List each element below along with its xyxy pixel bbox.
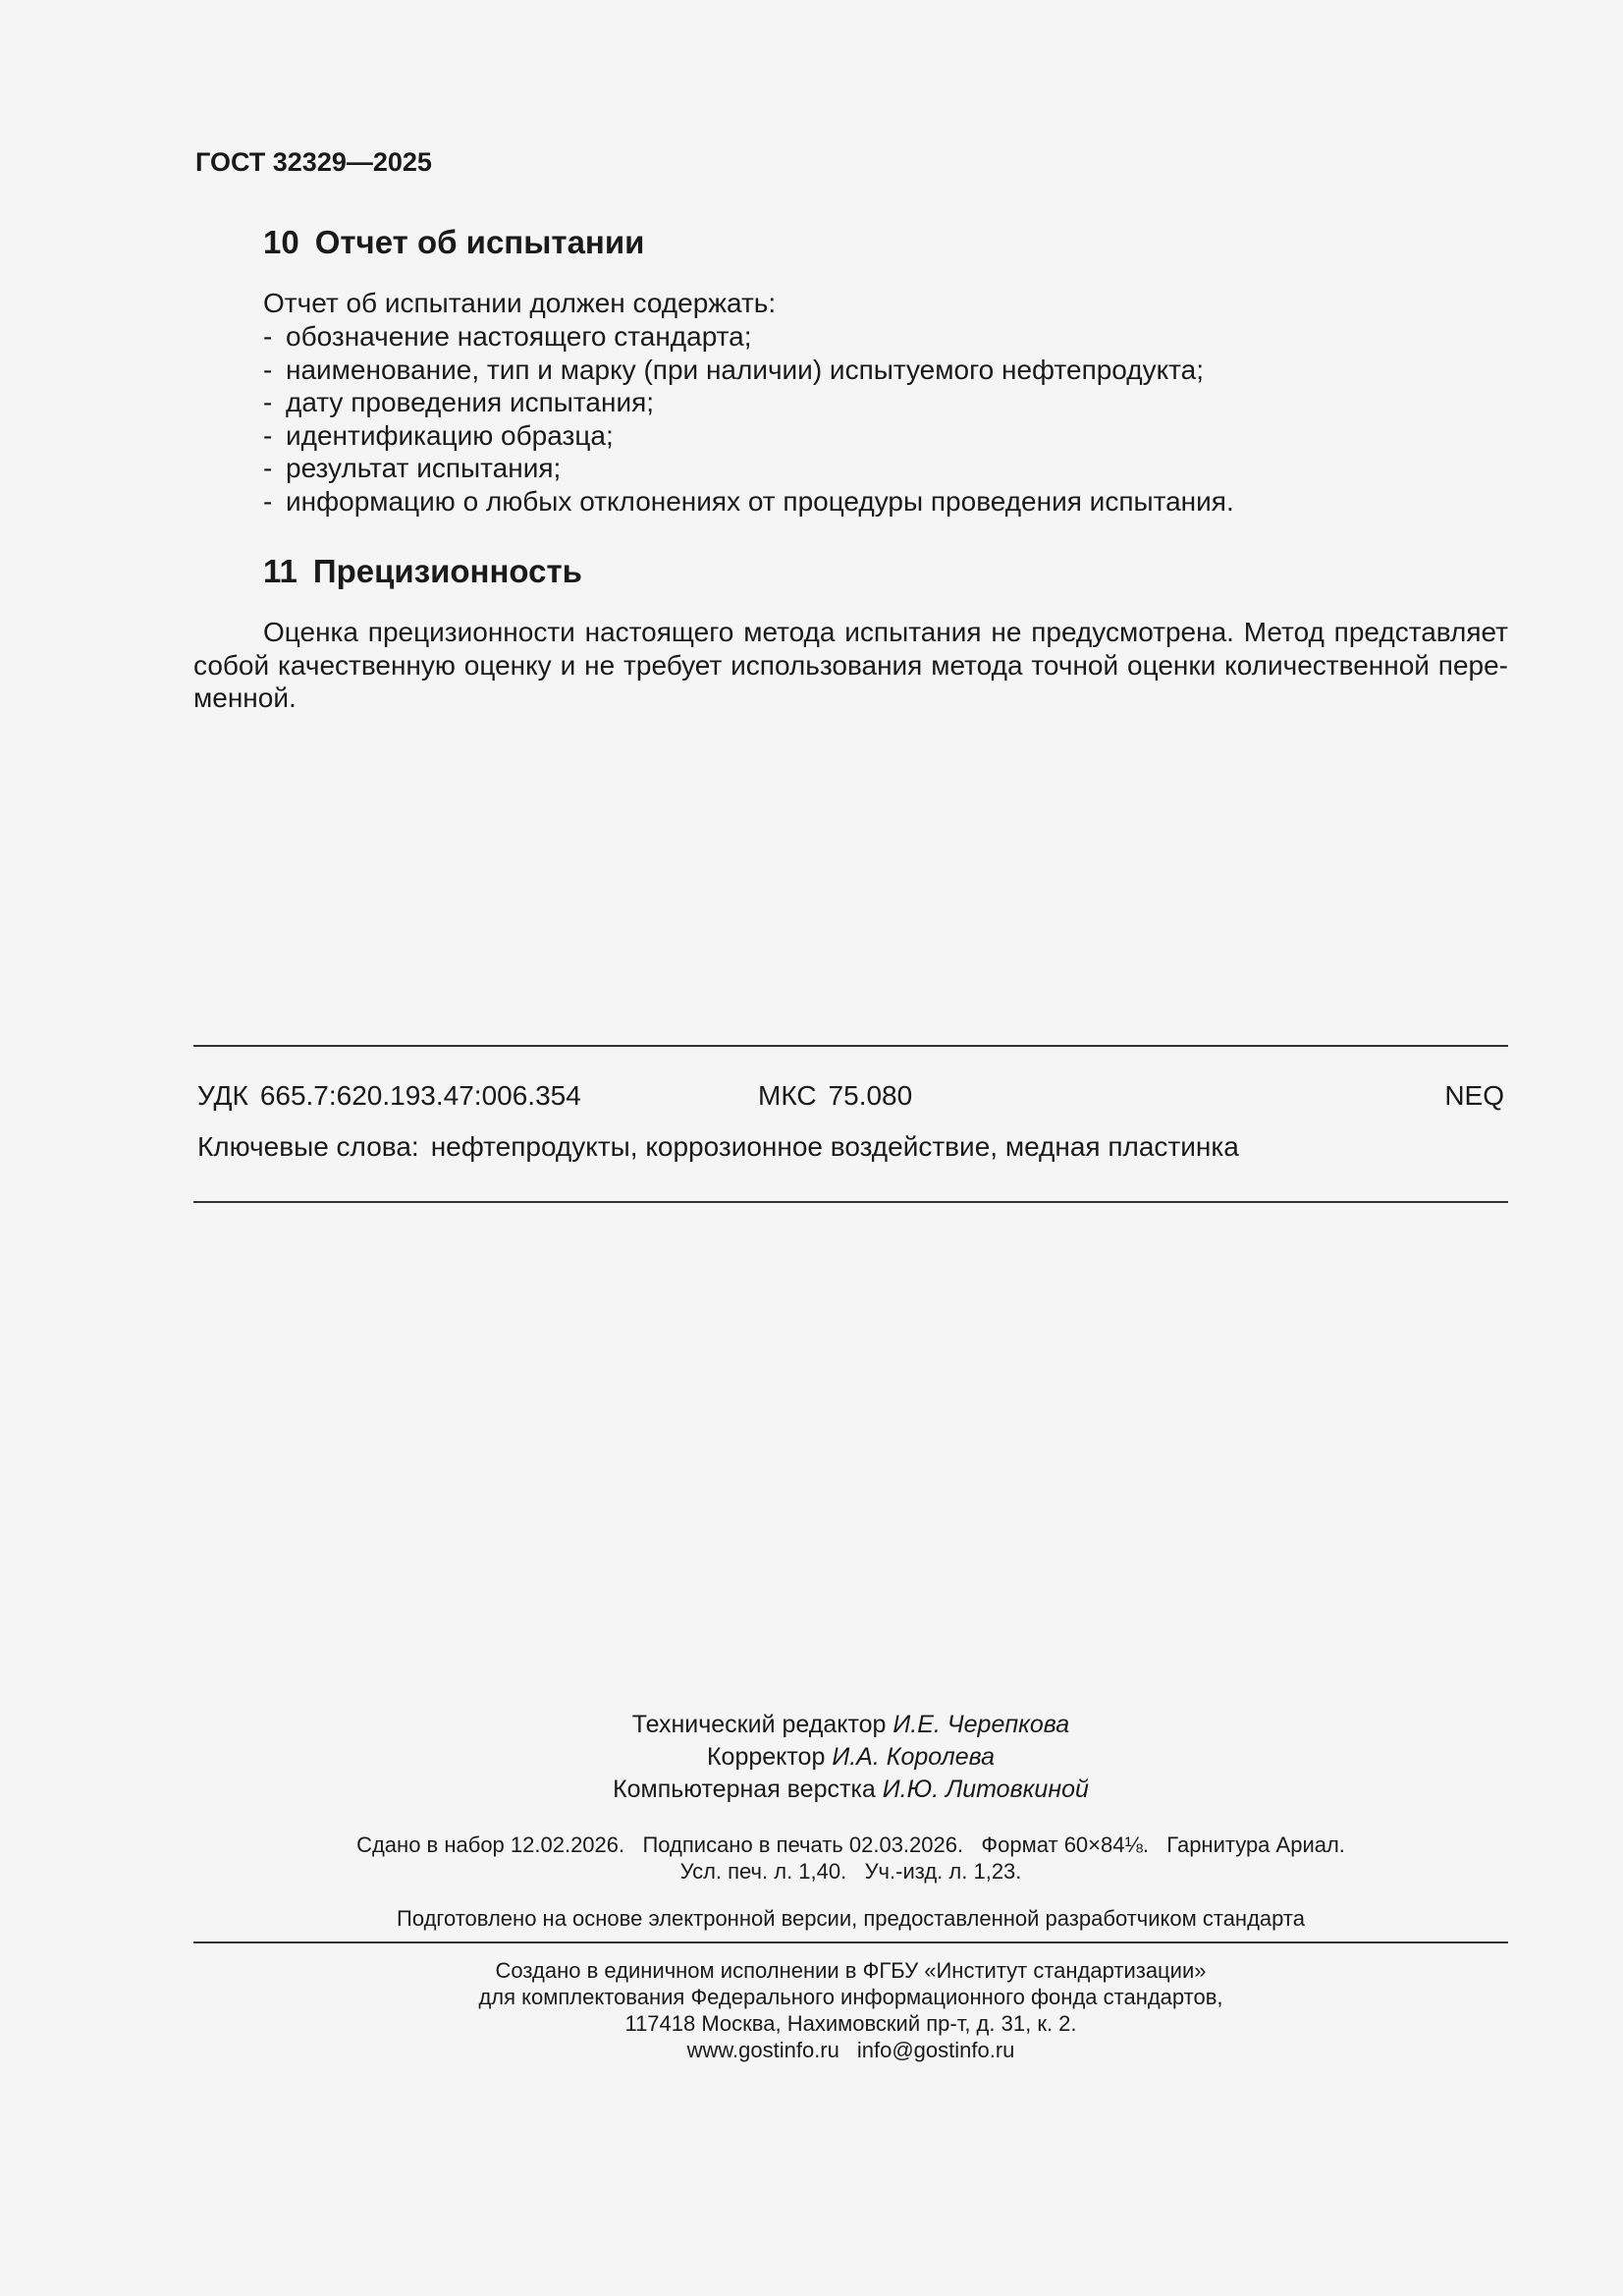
paragraph-line: собой качественную оценку и не требует использования метода точной оценки количественной пере- xyxy=(193,649,1508,681)
precision-paragraph xyxy=(193,616,1508,715)
list-item: - результат испытания; xyxy=(263,453,562,483)
mks-code: МКС 75.080 xyxy=(758,1080,913,1111)
divider-top xyxy=(193,1045,1508,1047)
section-11-heading xyxy=(263,553,582,590)
staff-line: Технический редактор И.Е. Черепкова xyxy=(631,1711,1070,1738)
section-number: 11 xyxy=(263,553,298,589)
website-link[interactable]: www.gostinfo.ru xyxy=(686,2038,839,2062)
list-item: - наименование, тип и марку (при наличии) испытуемого нефтепродукта; xyxy=(263,354,1205,385)
list-item: - обозначение настоящего стандарта; xyxy=(263,321,752,352)
section-title: Прецизионность xyxy=(312,553,582,589)
divider-bottom xyxy=(193,1941,1508,1943)
report-contents-list xyxy=(263,320,1234,518)
publication-info: Сдано в набор 12.02.2026. Подписано в печать 02.03.2026. Формат 60×84⅛. Гарнитура Ариал. Усл. печ. л. 1,40. Уч.-изд. л. 1,23. xyxy=(356,1832,1345,1884)
prepared-note: Подготовлено на основе электронной версии, предоставленной разработчиком стандарта xyxy=(397,1906,1305,1931)
staff-credits xyxy=(193,1709,1508,1806)
staff-line: Корректор И.А. Королева xyxy=(706,1743,996,1771)
section-title: Отчет об испытании xyxy=(314,224,645,260)
report-intro: Отчет об испытании должен содержать: xyxy=(263,288,777,318)
list-item: - дату проведения испытания; xyxy=(263,387,655,417)
staff-line: Компьютерная верстка И.Ю. Литовкиной xyxy=(613,1776,1089,1803)
keywords: Ключевые слова: нефтепродукты, коррозионное воздействие, медная пластинка xyxy=(197,1131,1239,1162)
section-10-heading xyxy=(263,224,644,261)
neq-mark: NEQ xyxy=(1444,1080,1504,1111)
paragraph-line: Оценка прецизионности настоящего метода испытания не предусмотрена. Метод представляет xyxy=(263,617,1508,647)
list-item: - информацию о любых отклонениях от процедуры проведения испытания. xyxy=(263,485,1234,517)
paragraph-line: менной. xyxy=(193,683,297,713)
email-link[interactable]: info@gostinfo.ru xyxy=(856,2038,1015,2062)
document-code: ГОСТ 32329—2025 xyxy=(195,147,432,177)
creation-info: Создано в единичном исполнении в ФГБУ «Институт стандартизации» для комплектования Федерального информационного фонда стандартов, 117418 Москва, Нахимовский пр-т, д. 31, к. 2. www.gostinfo.ru info@gostinfo.ru xyxy=(478,1958,1223,2062)
udk-code: УДК 665.7:620.193.47:006.354 xyxy=(197,1080,581,1111)
section-number: 10 xyxy=(263,224,299,260)
divider-middle xyxy=(193,1201,1508,1203)
list-item: - идентификацию образца; xyxy=(263,419,614,451)
